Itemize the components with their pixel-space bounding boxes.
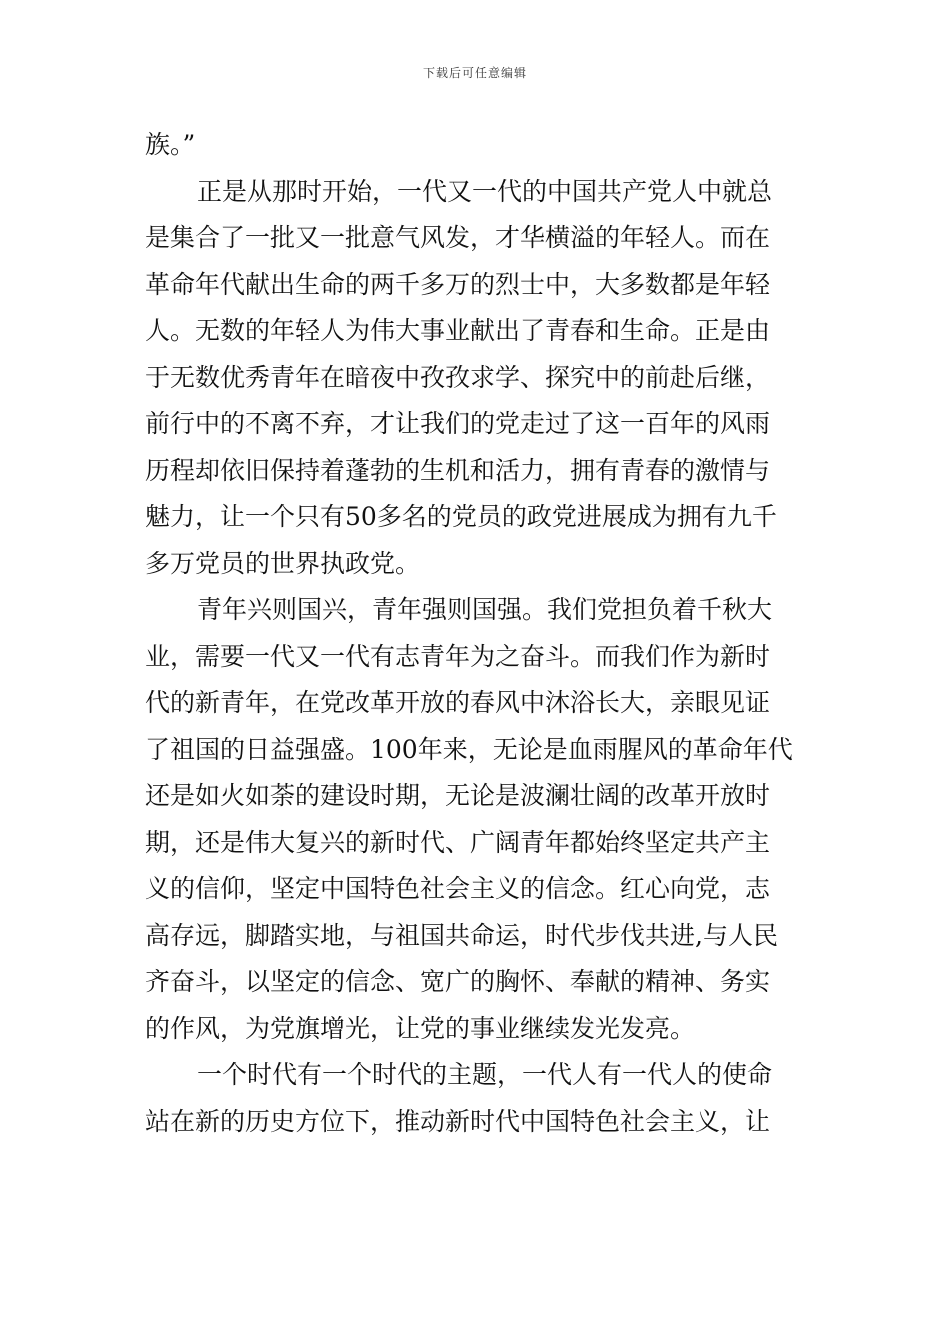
text-line: 是集合了一批又一批意气风发，才华横溢的年轻人。而在 [145,223,771,252]
text-line: 革命年代献出生命的两千多万的烈士中，大多数都是年轻 [145,269,771,299]
text-line: 的作风，为党旗增光，让党的事业继续发光发亮。 [145,1013,696,1043]
text-line: 多万党员的世界执政党。 [145,548,421,578]
text-line: 高存远，脚踏实地，与祖国共命运，时代步伐共进,与人民 [145,920,778,950]
text-line: 齐奋斗，以坚定的信念、宽广的胸怀、奉献的精神、务实 [145,967,771,996]
text-line: 了祖国的日益强盛。100年来，无论是血雨腥风的革命年代 [145,734,793,764]
text-line-paragraph-start: 一个时代有一个时代的主题，一代人有一代人的使命 [197,1060,773,1089]
text-line: 魅力，让一个只有50多名的党员的政党进展成为拥有九千 [145,502,777,531]
text-line: 还是如火如荼的建设时期，无论是波澜壮阔的改革开放时 [145,781,771,810]
text-line: 历程却依旧保持着蓬勃的生机和活力，拥有青春的激情与 [145,455,771,485]
text-line-paragraph-start: 正是从那时开始，一代又一代的中国共产党人中就总 [197,176,773,206]
text-line: 义的信仰，坚定中国特色社会主义的信念。红心向党，志 [145,874,771,903]
text-line: 族。” [145,130,196,159]
text-line: 代的新青年，在党改革开放的春风中沐浴长大，亲眼见证 [145,688,771,717]
text-line-paragraph-start: 青年兴则国兴，青年强则国强。我们党担负着千秋大 [197,595,773,624]
text-line: 业，需要一代又一代有志青年为之奋斗。而我们作为新时 [145,641,771,671]
body-text [145,122,810,1145]
page-header: 下载后可任意编辑 [422,66,527,80]
text-line: 于无数优秀青年在暗夜中孜孜求学、探究中的前赴后继， [145,362,771,392]
text-line: 站在新的历史方位下，推动新时代中国特色社会主义，让 [145,1106,771,1136]
text-line: 期，还是伟大复兴的新时代、广阔青年都始终坚定共产主 [145,827,771,857]
text-line: 前行中的不离不弃，才让我们的党走过了这一百年的风雨 [145,409,771,438]
text-line: 人。无数的年轻人为伟大事业献出了青春和生命。正是由 [145,316,771,345]
